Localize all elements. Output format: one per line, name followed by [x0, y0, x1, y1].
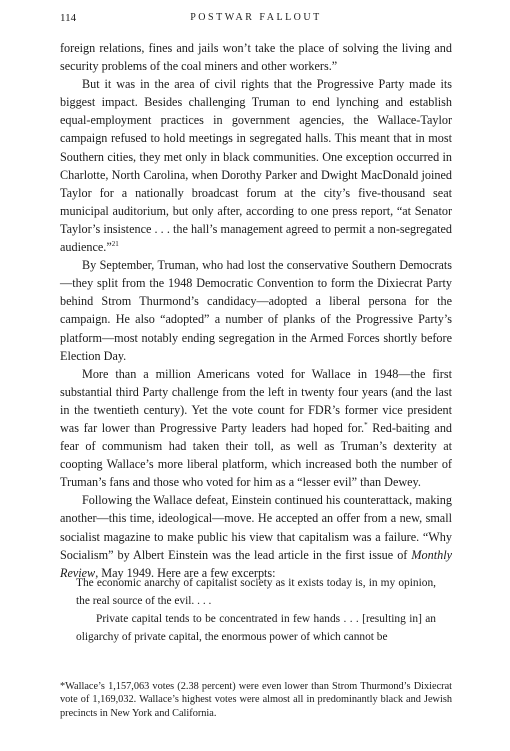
paragraph-1: foreign relations, fines and jails won’t take the place of solving the living and security problems of the coal miners and other workers.” — [60, 41, 452, 74]
quote-paragraph-1: The economic anarchy of capitalist society as it exists today is, in my opinion, the real source of the evil. . . . — [76, 577, 436, 607]
paragraph-2-text: But it was in the area of civil rights that the Progressive Party made its biggest impact. Besides challenging Truman to end lynching and establish equal-employment practices in government agencies, the Wallace-Taylor campaign refused to hold meetings in segregated halls. This meant that in most Southern cities, they met only in black communities. One exception occurred in Charlotte, North Carolina, when Dorothy Parker and Dwight MacDonald joined Taylor for a nationally broadcast forum at the city’s five-thousand seat municipal auditorium, but only after, according to one press report, “at Senator Taylor’s insistence . . . the hall’s management agreed to permit a non-segregated audience.” — [60, 77, 452, 255]
paragraph-5 — [60, 491, 452, 581]
paragraph-3: By September, Truman, who had lost the conservative Southern Democrats—they split from the 1948 Democratic Convention to form the Dixiecrat Party behind Strom Thurmond’s candidacy—adopted a liberal persona for the campaign. He also “adopted” a number of planks of the Progressive Party’s platform—most notably ending segregation in the Armed Forces shortly before Election Day. — [60, 258, 452, 363]
body-text — [60, 39, 452, 582]
paragraph-4-text-a: More than a million Americans voted for Wallace in 1948—the first substantial third Party challenge from the left in twenty four years (and the last in the twentieth century). Yet the vote count for FDR’s former vice president was far lower than Progressive Party leaders had hoped for. — [60, 366, 452, 435]
footnote-text: *Wallace’s 1,157,063 votes (2.38 percent) were even lower than Strom Thurmond’s Dixiecrat vote of 1,169,032. Wallace’s highest votes were almost all in predominantly black and Jewish precincts in New York and California. — [60, 681, 452, 719]
paragraph-2 — [60, 75, 452, 256]
quote-paragraph-2: Private capital tends to be concentrated in few hands . . . [resulting in] an oligarchy of private capital, the enormous power of which cannot be — [76, 613, 436, 643]
footnote — [60, 680, 452, 720]
paragraph-5-text-b: , May 1949. Here are a few excerpts: — [95, 565, 276, 580]
paragraph-4 — [60, 365, 452, 492]
running-head: POSTWAR FALLOUT — [190, 12, 322, 23]
page-number: 114 — [60, 12, 77, 24]
paragraph-4-text-b: Red-baiting and fear of communism had taken their toll, as well as Truman’s dexterity at coopting Wallace’s more liberal platform, which increased both the number of Truman’s fans and those who voted for him as a “lesser evil” than Dewey. — [60, 420, 453, 490]
page-header — [60, 12, 452, 30]
footnote-marker: * — [364, 420, 368, 429]
endnote-marker-21: 21 — [111, 239, 119, 248]
magazine-title: Monthly Review — [60, 547, 452, 580]
paragraph-5-text-a: Following the Wallace defeat, Einstein continued his counterattack, making another—this time, ideological—move. He accepted an offer from a new, small socialist magazine to make public his view that capitalism was a failure. “Why Socialism” by Albert Einstein was the lead article in the first issue of — [60, 493, 452, 562]
block-quote — [76, 574, 436, 646]
